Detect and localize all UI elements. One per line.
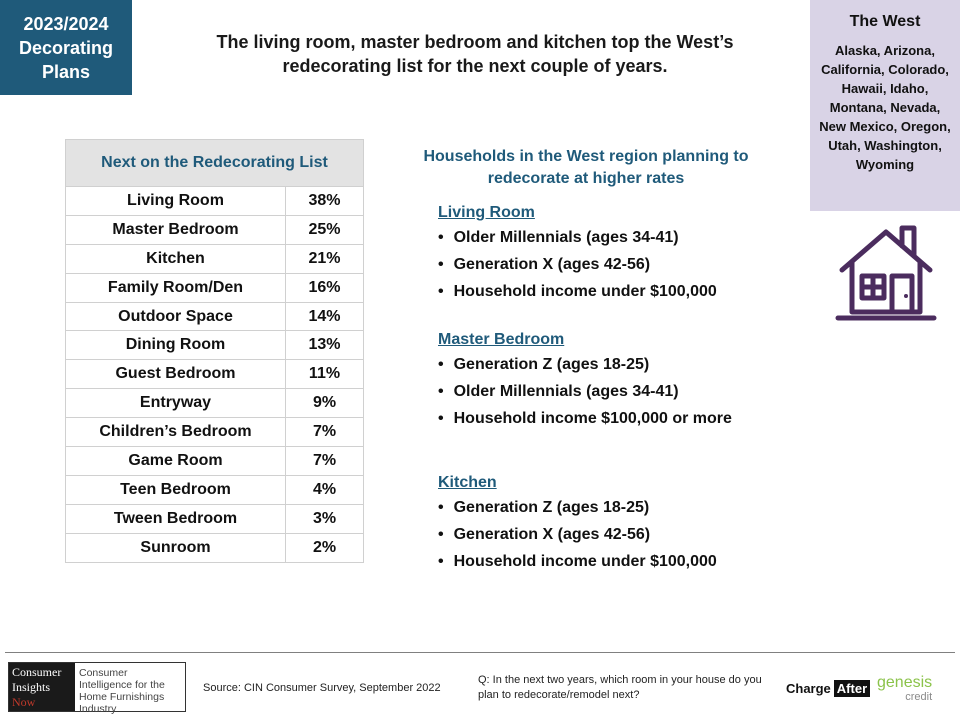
genesis-text: genesis <box>877 674 933 691</box>
region-states: Alaska, Arizona, California, Colorado, Hawaii, Idaho, Montana, Nevada, New Mexico, Oregon, Utah, Washington, Wyoming <box>819 43 951 172</box>
title-line-1: 2023/2024 <box>23 13 109 34</box>
credit-text: credit <box>905 691 933 703</box>
title-box <box>0 0 132 95</box>
room-cell: Tween Bedroom <box>66 504 286 533</box>
chargeafter-logo <box>786 680 870 697</box>
room-cell: Family Room/Den <box>66 273 286 302</box>
table-row <box>66 331 364 360</box>
percent-cell: 11% <box>286 360 364 389</box>
percent-cell: 3% <box>286 504 364 533</box>
room-cell: Master Bedroom <box>66 215 286 244</box>
table-row <box>66 418 364 447</box>
room-cell: Guest Bedroom <box>66 360 286 389</box>
percent-cell: 14% <box>286 302 364 331</box>
table-header: Next on the Redecorating List <box>66 140 364 187</box>
genesis-credit-logo <box>877 675 932 705</box>
percent-cell: 25% <box>286 215 364 244</box>
percent-cell: 16% <box>286 273 364 302</box>
redecorating-table <box>65 139 364 563</box>
region-title: The West <box>849 13 921 30</box>
list-item: • Older Millennials (ages 34-41) <box>438 383 778 401</box>
list-item: • Household income under $100,000 <box>438 553 778 571</box>
title-line-2: Decorating <box>18 37 114 58</box>
group-title: Master Bedroom <box>438 331 565 348</box>
room-cell: Entryway <box>66 389 286 418</box>
room-cell: Living Room <box>66 187 286 216</box>
room-cell: Game Room <box>66 447 286 476</box>
table-row <box>66 273 364 302</box>
percent-cell: 13% <box>286 331 364 360</box>
table-row <box>66 533 364 562</box>
group-title: Living Room <box>438 204 535 221</box>
list-item: • Generation Z (ages 18-25) <box>438 356 778 374</box>
table-row <box>66 215 364 244</box>
table-row <box>66 447 364 476</box>
room-cell: Children’s Bedroom <box>66 418 286 447</box>
list-item: • Generation X (ages 42-56) <box>438 256 778 274</box>
room-cell: Dining Room <box>66 331 286 360</box>
region-box <box>810 0 960 211</box>
percent-cell: 7% <box>286 447 364 476</box>
footer-divider <box>5 652 955 653</box>
table-row <box>66 302 364 331</box>
list-item: • Older Millennials (ages 34-41) <box>438 229 778 247</box>
logo-word: Insights <box>12 680 51 694</box>
percent-cell: 7% <box>286 418 364 447</box>
logo-word: Now <box>12 695 36 709</box>
list-item: • Household income under $100,000 <box>438 283 778 301</box>
table-row <box>66 360 364 389</box>
table-row <box>66 244 364 273</box>
room-cell: Kitchen <box>66 244 286 273</box>
group-title: Kitchen <box>438 474 497 491</box>
title-line-3: Plans <box>41 61 91 82</box>
house-icon <box>834 222 938 324</box>
cin-logo-mark <box>9 663 75 711</box>
percent-cell: 4% <box>286 475 364 504</box>
group-living-room <box>438 204 778 310</box>
list-item: • Generation Z (ages 18-25) <box>438 499 778 517</box>
room-cell: Teen Bedroom <box>66 475 286 504</box>
percent-cell: 38% <box>286 187 364 216</box>
table-row <box>66 389 364 418</box>
list-item: • Household income $100,000 or more <box>438 410 778 428</box>
table-row <box>66 187 364 216</box>
group-master-bedroom <box>438 331 778 437</box>
table-row <box>66 504 364 533</box>
headline: The living room, master bedroom and kitchen top the West’s redecorating list for the next couple of years. <box>216 32 734 76</box>
table-row <box>66 475 364 504</box>
room-cell: Sunroom <box>66 533 286 562</box>
cin-logo <box>8 662 186 715</box>
list-item: • Generation X (ages 42-56) <box>438 526 778 544</box>
survey-question: Q: In the next two years, which room in your house do you plan to redecorate/remodel next? <box>478 674 762 701</box>
households-heading: Households in the West region planning to redecorate at higher rates <box>423 148 749 187</box>
after-text: After <box>834 680 870 697</box>
logo-word: Consumer <box>12 665 62 679</box>
percent-cell: 2% <box>286 533 364 562</box>
percent-cell: 21% <box>286 244 364 273</box>
cin-logo-tagline: Consumer Intelligence for the Home Furnishings Industry <box>79 667 165 715</box>
percent-cell: 9% <box>286 389 364 418</box>
charge-text: Charge <box>786 681 831 696</box>
source-note: Source: CIN Consumer Survey, September 2022 <box>203 682 441 694</box>
room-cell: Outdoor Space <box>66 302 286 331</box>
group-kitchen <box>438 474 778 580</box>
